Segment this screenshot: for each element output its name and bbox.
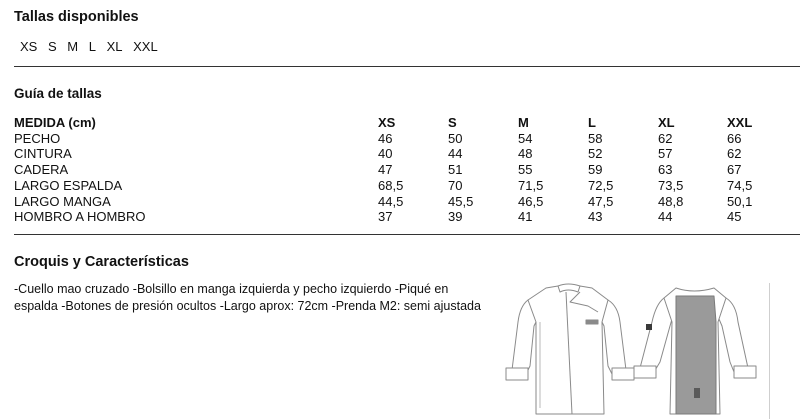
measure-value: 62 (658, 130, 673, 146)
column-header: XXL (727, 115, 753, 130)
size-guide-title: Guía de tallas (14, 86, 102, 101)
measure-value: 72,5 (588, 177, 614, 193)
jacket-back-view (634, 288, 756, 414)
measure-value: 70 (448, 177, 463, 193)
column-header: MEDIDA (cm) (14, 115, 96, 130)
measure-label: HOMBRO A HOMBRO (14, 209, 146, 225)
features-title: Croquis y Características (14, 254, 189, 270)
table-row (14, 162, 767, 178)
table-row (14, 131, 767, 147)
measure-value: 41 (518, 209, 533, 225)
table-row (14, 209, 767, 225)
measure-value: 48,8 (658, 193, 684, 209)
measure-value: 50,1 (727, 193, 753, 209)
measure-value: 68,5 (378, 177, 404, 193)
measure-value: 48 (518, 146, 533, 162)
measure-value: 67 (727, 162, 742, 178)
measure-value: 51 (448, 162, 463, 178)
measure-value: 59 (588, 162, 603, 178)
measure-value: 47 (378, 162, 393, 178)
measure-value: 54 (518, 130, 533, 146)
table-row (14, 194, 767, 210)
table-row (14, 178, 767, 194)
measure-value: 71,5 (518, 177, 544, 193)
section-divider (14, 234, 800, 235)
image-border-line (769, 283, 770, 419)
size-option: XS (20, 39, 38, 54)
size-option: XL (106, 39, 123, 54)
table-row (14, 146, 767, 162)
column-header: XL (658, 115, 675, 130)
column-header: L (588, 115, 596, 130)
measure-value: 52 (588, 146, 603, 162)
measure-value: 45,5 (448, 193, 474, 209)
jacket-front-view (506, 284, 634, 414)
measure-value: 44,5 (378, 193, 404, 209)
size-option: L (88, 39, 96, 54)
column-header: S (448, 115, 457, 130)
measure-label: PECHO (14, 130, 61, 146)
measure-value: 46,5 (518, 193, 544, 209)
measure-value: 50 (448, 130, 463, 146)
measure-label: LARGO ESPALDA (14, 177, 123, 193)
measure-label: LARGO MANGA (14, 193, 111, 209)
section-divider (14, 66, 800, 67)
measure-value: 45 (727, 209, 742, 225)
size-option: XXL (133, 39, 158, 54)
measure-value: 55 (518, 162, 533, 178)
size-option: S (47, 39, 57, 54)
size-option: M (67, 39, 79, 54)
measure-value: 66 (727, 130, 742, 146)
measure-value: 43 (588, 209, 603, 225)
jacket-sketch (500, 262, 770, 419)
measure-value: 44 (658, 209, 673, 225)
available-sizes-title: Tallas disponibles (14, 9, 139, 25)
measure-value: 46 (378, 130, 393, 146)
measure-label: CADERA (14, 162, 69, 178)
available-sizes-list (20, 39, 165, 54)
measure-value: 40 (378, 146, 393, 162)
measure-value: 39 (448, 209, 463, 225)
measure-value: 74,5 (727, 177, 753, 193)
measure-value: 63 (658, 162, 673, 178)
measure-value: 44 (448, 146, 463, 162)
measure-label: CINTURA (14, 146, 72, 162)
measure-value: 58 (588, 130, 603, 146)
table-header-row (14, 115, 767, 131)
measure-value: 57 (658, 146, 673, 162)
measure-value: 37 (378, 209, 393, 225)
measure-value: 73,5 (658, 177, 684, 193)
column-header: M (518, 115, 529, 130)
measure-value: 47,5 (588, 193, 614, 209)
size-guide-table (14, 115, 767, 225)
measure-value: 62 (727, 146, 742, 162)
column-header: XS (378, 115, 396, 130)
features-description: -Cuello mao cruzado -Bolsillo en manga izquierda y pecho izquierdo -Piqué en espalda -Botones de presión ocultos -Largo aprox: 72cm -Prenda M2: semi ajustada (14, 282, 481, 313)
